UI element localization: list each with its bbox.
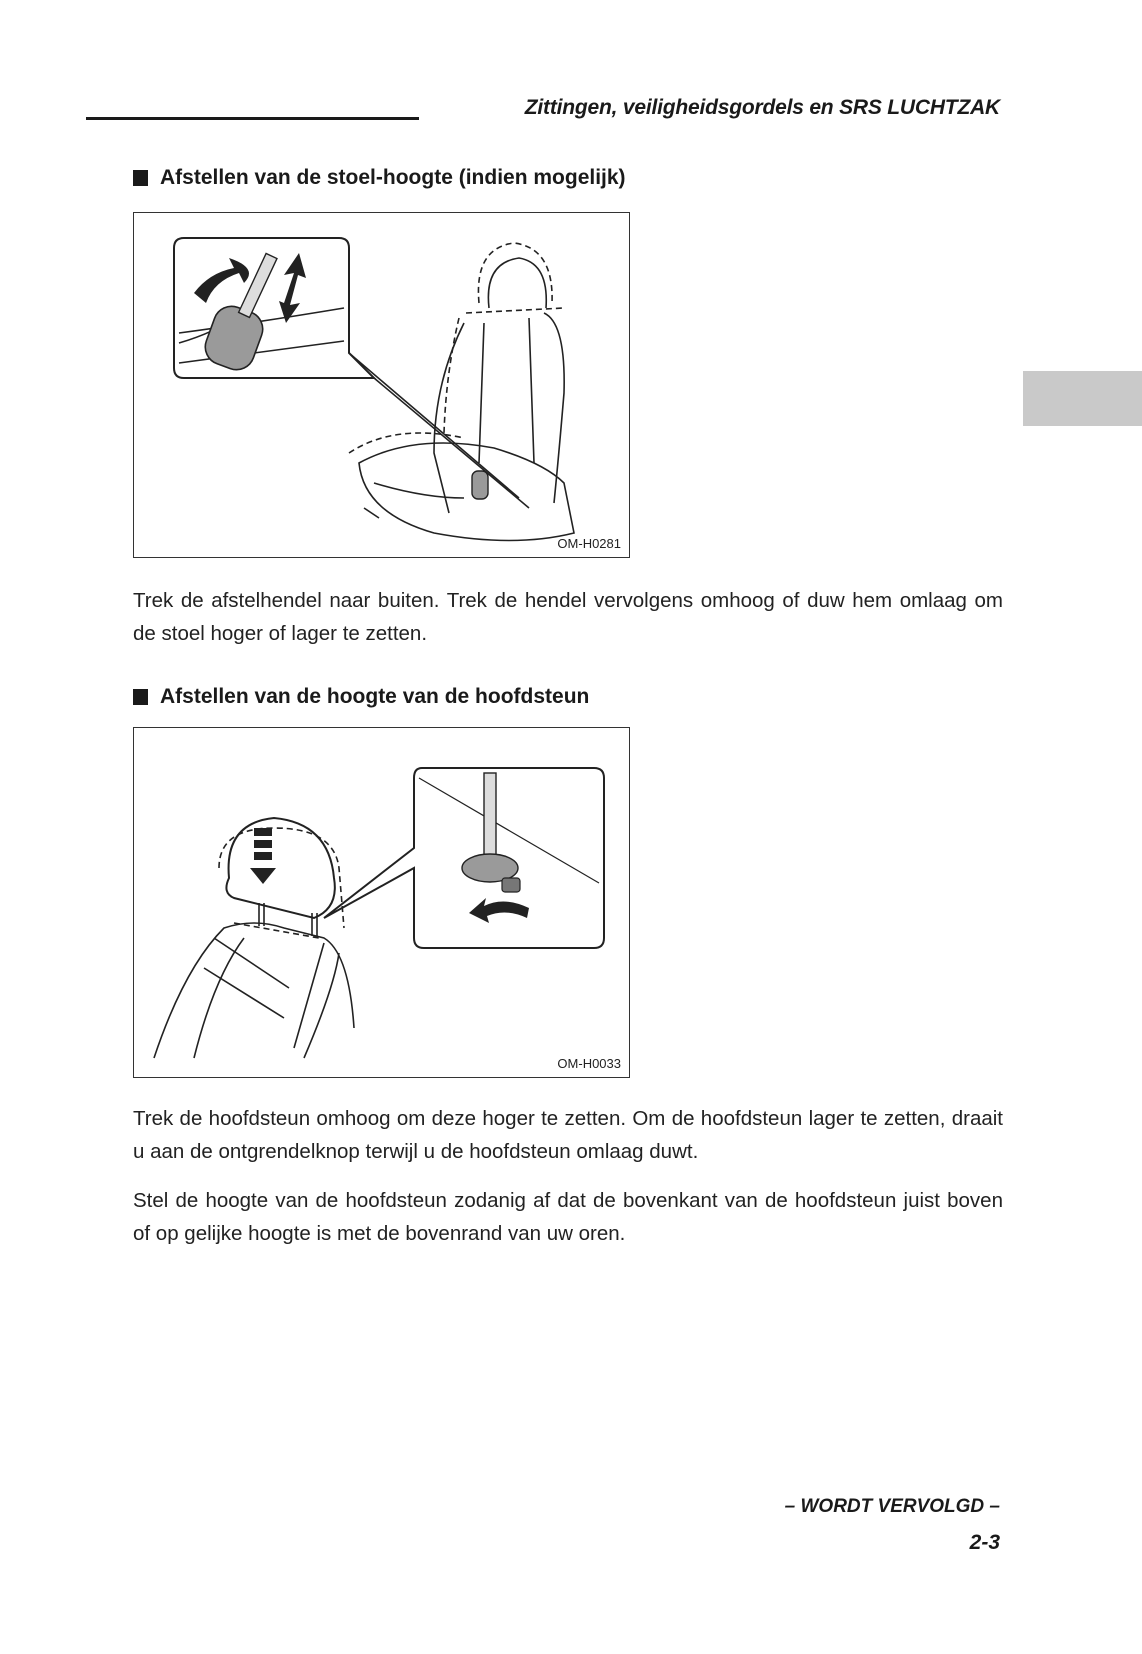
chapter-thumb-tab [1023,371,1142,426]
square-bullet-icon [133,689,148,705]
chapter-title: Zittingen, veiligheidsgordels en SRS LUCHTZAK [524,96,1000,119]
section-heading-headrest [133,685,589,709]
square-bullet-icon [133,170,148,186]
headrest-release-knob-illustration-icon [134,728,631,1079]
figure-code: OM-H0281 [557,536,621,551]
figure-seat-height [133,212,630,558]
section-heading-text: Afstellen van de stoel-hoogte (indien mogelijk) [160,166,626,189]
page-number: 2-3 [969,1531,1000,1554]
paragraph: Stel de hoogte van de hoofdsteun zodanig af dat de bovenkant van de hoofdsteun juist boven of op gelijke hoogte is met de bovenrand van uw oren. [133,1189,1003,1245]
seat-height-lever-illustration-icon [134,213,631,559]
figure-code: OM-H0033 [557,1056,621,1071]
paragraph: Trek de hoofdsteun omhoog om deze hoger te zetten. Om de hoofdsteun lager te zetten, draait u aan de ontgrendelknop terwijl u de hoofdsteun omlaag duwt. [133,1107,1003,1163]
section-heading-seat-height [133,166,626,190]
figure-headrest [133,727,630,1078]
section-heading-text: Afstellen van de hoogte van de hoofdsteun [160,685,590,708]
paragraph: Trek de afstelhendel naar buiten. Trek de hendel vervolgens omhoog of duw hem omlaag om de stoel hoger of lager te zetten. [133,589,1003,645]
continued-notice: – WORDT VERVOLGD – [784,1496,1000,1517]
header-rule [86,117,419,120]
